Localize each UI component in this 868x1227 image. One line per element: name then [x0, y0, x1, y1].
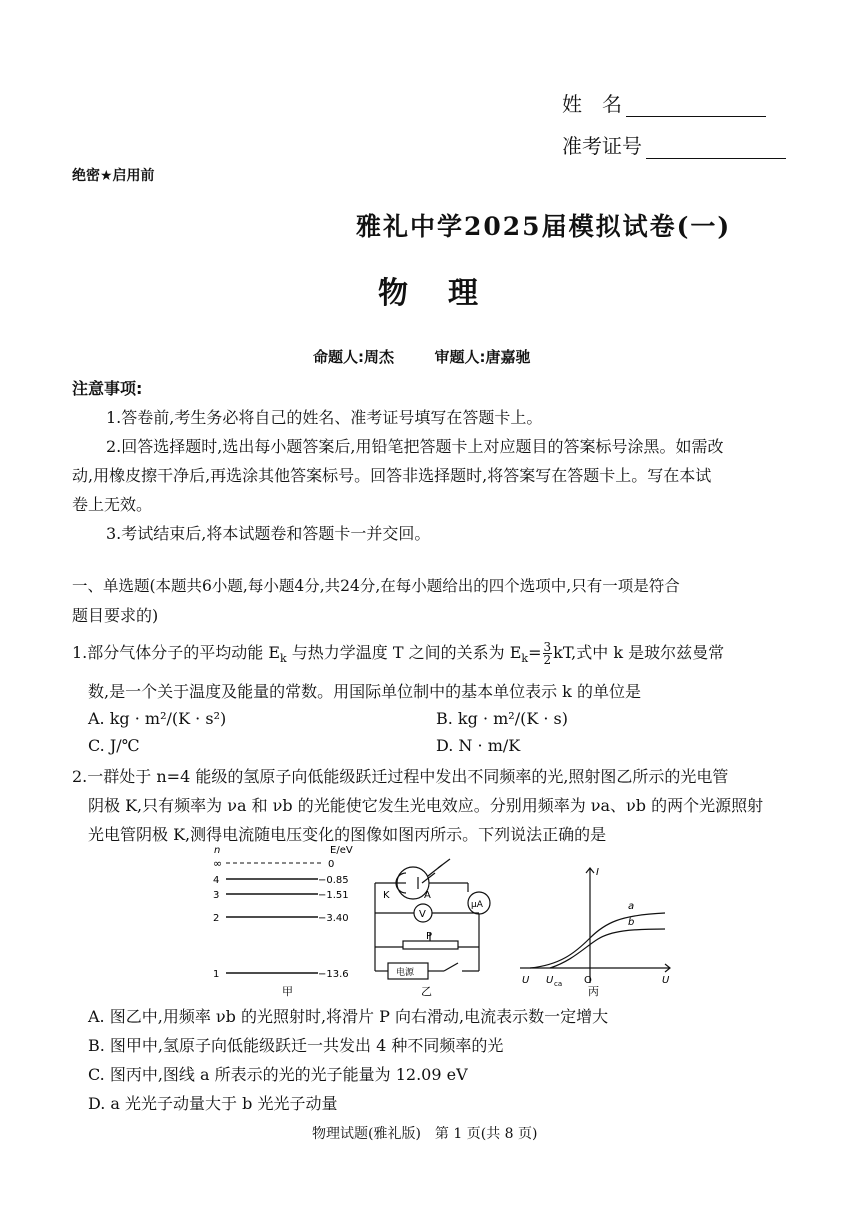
q1-stem: [72, 638, 724, 673]
q2-option-d: D. a 光光子动量大于 b 光光子动量: [88, 1094, 338, 1113]
level-e-inf: 0: [328, 859, 335, 870]
figure-bing: [520, 868, 670, 983]
notice-item-2a: 2.回答选择题时,选出每小题答案后,用铅笔把答题卡上对应题目的答案标号涂黑。如需改: [106, 437, 724, 456]
section-1-heading-2: 题目要求的): [72, 606, 159, 625]
exam-id-blank: [646, 136, 786, 159]
yi-source-label: 电源: [396, 968, 415, 978]
q1-stem-line2: 数,是一个关于温度及能量的常数。用国际单位制中的基本单位表示 k 的单位是: [88, 682, 641, 701]
q1-option-d: D. N · m/K: [436, 736, 521, 755]
yi-caption: 乙: [421, 985, 432, 998]
name-blank: [626, 94, 766, 117]
bing-curve-b-label: b: [628, 917, 635, 928]
level-e-3: −1.51: [318, 890, 349, 901]
level-e-2: −3.40: [318, 913, 349, 924]
secret-mark: 绝密★启用前: [72, 168, 155, 184]
q2-stem-3: 光电管阴极 K,测得电流随电压变化的图像如图丙所示。下列说法正确的是: [88, 825, 607, 844]
jia-n-label: n: [214, 845, 221, 856]
setter: 命题人:周杰: [313, 348, 394, 366]
bing-u-stop-a: U: [546, 975, 554, 986]
curve-a: [530, 913, 665, 968]
exam-id-label: 准考证号: [562, 134, 642, 158]
bing-i-label: I: [596, 867, 599, 878]
level-n-2: 2: [213, 913, 220, 924]
section-1-heading: 一、单选题(本题共6小题,每小题4分,共24分,在每小题给出的四个选项中,只有一项是符合: [72, 577, 680, 595]
level-e-4: −0.85: [318, 875, 349, 886]
bing-curve-a-label: a: [628, 901, 635, 912]
notice-heading: 注意事项:: [72, 379, 143, 398]
level-e-1: −13.6: [318, 969, 349, 980]
notice-item-2c: 卷上无效。: [72, 495, 153, 514]
notice-item-1: 1.答卷前,考生务必将自己的姓名、准考证号填写在答题卡上。: [106, 408, 543, 427]
bing-caption: 丙: [588, 985, 599, 998]
jia-e-label: E/eV: [330, 845, 353, 856]
exam-id-field: [562, 130, 786, 159]
q2-option-b: B. 图甲中,氢原子向低能级跃迁一共发出 4 种不同频率的光: [88, 1036, 504, 1055]
curve-b: [550, 929, 665, 968]
bing-u-stop-b: U: [522, 975, 530, 986]
light-ray-3: [438, 859, 450, 868]
level-n-1: 1: [213, 969, 220, 980]
yi-a-label: A: [424, 890, 431, 901]
yi-voltmeter-label: V: [419, 909, 426, 920]
level-n-inf: ∞: [213, 857, 223, 870]
authors: [313, 346, 530, 367]
q2-option-c: C. 图丙中,图线 a 所表示的光的光子能量为 12.09 eV: [88, 1065, 468, 1084]
bing-u-label: U: [662, 975, 670, 986]
q2-option-a: A. 图乙中,用频率 νb 的光照射时,将滑片 P 向右滑动,电流表示数一定增大: [88, 1007, 609, 1026]
yi-k-label: K: [383, 890, 390, 901]
page-footer: 物理试题(雅礼版) 第 1 页(共 8 页): [312, 1126, 538, 1142]
jia-caption: 甲: [282, 985, 293, 998]
bing-u-stop-a-sub: ca: [554, 980, 563, 988]
q1-option-b: B. kg · m²/(K · s): [436, 709, 569, 728]
yi-slider-label: P: [426, 931, 433, 942]
q1-sub-k2: k: [521, 652, 529, 666]
subject-title: 物理: [378, 276, 518, 311]
rheostat: [403, 941, 458, 949]
name-field: [562, 88, 766, 117]
frac-num: 3: [543, 640, 552, 654]
q2-stem-2: 阴极 K,只有频率为 νa 和 νb 的光能使它发生光电效应。分别用频率为 νa、νb 的两个光源照射: [88, 796, 764, 815]
q1-sub-k1: k: [280, 652, 287, 666]
figure-yi: [375, 859, 490, 979]
notice-item-3: 3.考试结束后,将本试题卷和答题卡一并交回。: [106, 524, 431, 543]
reviewer: 审题人:唐嘉驰: [434, 348, 531, 366]
q1-stem-a: 1.部分气体分子的平均动能 E: [72, 643, 281, 662]
name-label: 姓 名: [562, 92, 622, 116]
level-n-4: 4: [213, 875, 220, 886]
q1-stem-b: 与热力学温度 T 之间的关系为 E: [286, 643, 522, 662]
level-n-3: 3: [213, 890, 220, 901]
q1-stem-d: kT,式中 k 是玻尔兹曼常: [553, 643, 725, 662]
switch: [444, 963, 458, 971]
q1-option-a: A. kg · m²/(K · s²): [88, 709, 227, 728]
bing-origin-label: O: [584, 975, 592, 986]
yi-microammeter-label: μA: [471, 900, 483, 910]
notice-item-2b: 动,用橡皮擦干净后,再选涂其他答案标号。回答非选择题时,将答案写在答题卡上。写在本试: [72, 466, 712, 485]
q2-stem-1: 2.一群处于 n=4 能级的氢原子向低能级跃迁过程中发出不同频率的光,照射图乙所示的光电管: [72, 767, 729, 786]
q1-stem-c: =: [528, 643, 542, 662]
exam-title: 雅礼中学2025届模拟试卷(一): [356, 212, 732, 241]
q2-figures: [200, 843, 680, 1000]
figure-jia: [213, 845, 353, 998]
q1-option-c: C. J/℃: [88, 736, 140, 755]
q1-fraction: [543, 641, 553, 666]
frac-den: 2: [543, 653, 552, 667]
